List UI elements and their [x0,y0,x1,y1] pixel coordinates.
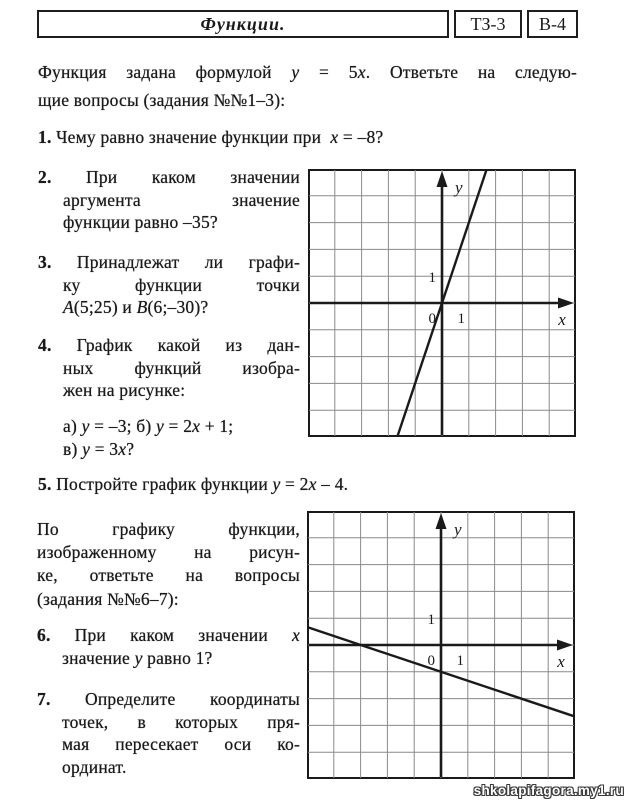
text-line: а) y = –3; б) y = 2x + 1; [63,416,234,436]
intro-paragraph [38,59,577,114]
text-line: 6. При каком значении x [37,625,300,645]
text-line: (задания №№6–7): [37,588,179,609]
question-2 [38,166,300,234]
y-axis-label: y [454,520,462,539]
coordinate-grid-graph-1 [308,169,576,437]
text-line: в) y = 3x? [63,439,135,459]
y-tick-label: 1 [428,270,436,287]
text-line: ке, ответьте на вопросы [37,565,300,586]
text-line: аргумента значение [63,189,300,210]
watermark: shkolapifagora.my1.ru [473,783,624,798]
question-6 [37,624,300,669]
text-line: По графику функции, [37,519,300,539]
x-axis-label: x [558,310,566,329]
text-line: 1. Чему равно значение функции при x = –8? [38,127,384,147]
text-line: жен на рисунке: [63,380,186,400]
text-line: ных функций изобра- [63,357,300,378]
text-line: 4. График какой из дан- [38,335,300,355]
text-line: точек, в которых пря- [62,711,300,732]
second-section-paragraph [37,518,300,611]
question-4-options [63,415,305,461]
y-tick-label: 1 [427,612,435,629]
origin-label: 0 [427,653,435,669]
text-line: 3. Принадлежат ли графи- [38,252,300,272]
text-line: изображенному на рисун- [37,542,300,563]
text-line: A(5;25) и B(6;–30)? [63,297,209,317]
x-tick-label: 1 [456,653,465,669]
text-line: мая пересекает оси ко- [62,734,300,754]
text-line: значение y равно 1? [62,647,213,668]
y-axis-label: y [455,178,463,197]
origin-label: 0 [428,311,436,327]
text-line: Функция задана формулой y = 5x. Ответьте на следую- [38,62,578,82]
variant-badge: В-4 [527,10,578,38]
text-line: ку функции точки [63,274,300,295]
x-tick-label: 1 [457,311,466,327]
worksheet-title: Функции. [37,10,449,38]
test-code-badge: ТЗ-3 [454,10,522,38]
question-4 [38,334,300,402]
question-1 [38,126,577,149]
text-line: 5. Постройте график функции y = 2x – 4. [38,474,349,494]
text-line: 7. Определите координаты [37,689,300,709]
text-line: функции равно –35? [63,212,218,232]
text-line: щие вопросы (задания №№1–3): [38,89,286,110]
coordinate-grid-graph-2 [307,511,575,779]
question-5 [38,473,577,496]
header [37,10,578,38]
text-line: 2. При каком значении [38,167,300,187]
x-axis-label: x [557,652,565,671]
question-3 [38,251,300,319]
question-7 [37,688,300,778]
text-line: ординат. [62,756,127,777]
